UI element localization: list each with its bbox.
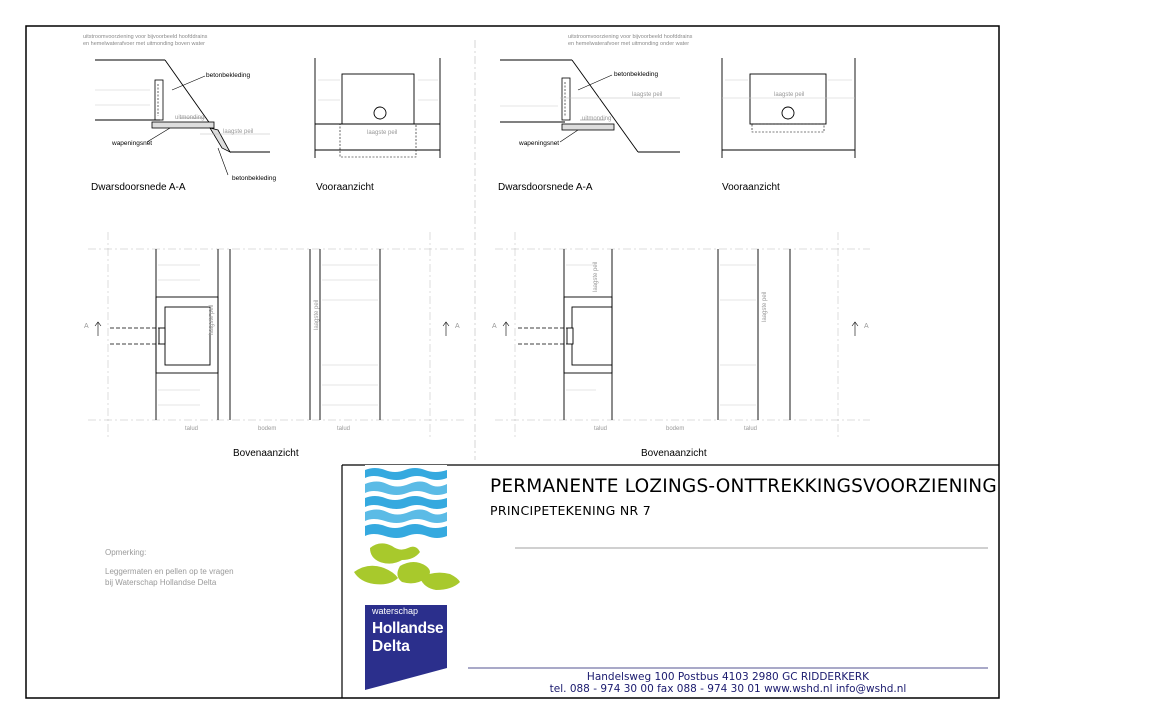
left-label-wapeningsnet: wapeningsnet [112, 140, 153, 147]
right-label-talud-1: talud [594, 426, 608, 432]
left-section-title: Dwarsdoorsnede A-A [91, 182, 186, 193]
remarks-line-1: Leggermaten en pellen op te vragen [105, 567, 234, 576]
remarks-heading: Opmerking: [105, 548, 147, 557]
address-line-1: Handelsweg 100 Postbus 4103 2980 GC RIDDERKERK [586, 671, 870, 683]
right-label-talud-2: talud [744, 426, 758, 432]
right-note-2: en hemelwaterafvoer met uitmonding onder water [568, 41, 690, 47]
right-label-bodem: bodem [666, 426, 685, 432]
drawing-title: PERMANENTE LOZINGS-ONTTREKKINGSVOORZIENING [490, 476, 997, 497]
drawing-subtitle: PRINCIPETEKENING NR 7 [490, 503, 652, 518]
left-plan-peil-right: laagste peil [314, 299, 320, 330]
left-marker-a-1: A [84, 323, 89, 330]
right-plan-view [495, 232, 870, 440]
right-plan-peil-right: laagste peil [762, 291, 768, 322]
logo-text-hollandse: Hollandse [372, 620, 444, 637]
right-marker-a-1: A [492, 323, 497, 330]
right-front-view [722, 58, 855, 158]
logo-text-waterschap: waterschap [372, 606, 419, 616]
left-marker-a-2: A [455, 323, 460, 330]
left-plan-title: Bovenaanzicht [233, 448, 299, 459]
right-front-title: Vooraanzicht [722, 182, 780, 193]
remarks-line-2: bij Waterschap Hollandse Delta [105, 578, 217, 587]
left-label-betonbekleding-top: betonbekleding [206, 72, 251, 79]
logo-text-delta: Delta [372, 638, 410, 655]
logo-water-icon [365, 465, 447, 540]
right-plan-title: Bovenaanzicht [641, 448, 707, 459]
left-plan-peil: laagste peil [209, 304, 215, 335]
left-label-uitmonding: uitmonding [175, 115, 205, 121]
right-section-title: Dwarsdoorsnede A-A [498, 182, 593, 193]
left-front-title: Vooraanzicht [316, 182, 374, 193]
right-label-laagste-peil: laagste peil [632, 92, 663, 98]
left-label-talud-2: talud [337, 426, 351, 432]
right-label-betonbekleding-top: betonbekleding [614, 71, 659, 78]
left-note-1: uitstroomvoorziening voor bijvoorbeeld hoofddrains [83, 34, 208, 40]
left-panel [83, 34, 465, 459]
left-label-laagste-peil: laagste peil [223, 129, 254, 135]
right-note-1: uitstroomvoorziening voor bijvoorbeeld hoofddrains [568, 34, 693, 40]
right-front-peil: laagste peil [774, 92, 805, 98]
left-plan-view [88, 232, 465, 440]
address-line-2: tel. 088 - 974 30 00 fax 088 - 974 30 01 www.wshd.nl info@wshd.nl [549, 683, 907, 695]
logo-wordmark [365, 604, 447, 690]
left-label-talud-1: talud [185, 426, 199, 432]
left-label-bodem: bodem [258, 426, 277, 432]
left-front-peil: laagste peil [367, 130, 398, 136]
right-plan-peil: laagste peil [593, 261, 599, 292]
right-label-wapeningsnet: wapeningsnet [519, 140, 560, 147]
left-note-2: en hemelwaterafvoer met uitmonding boven water [83, 41, 205, 47]
left-label-betonbekleding-bottom: betonbekleding [232, 175, 277, 182]
logo-islands-icon [354, 543, 460, 590]
right-marker-a-2: A [864, 323, 869, 330]
right-panel [492, 34, 870, 459]
right-label-uitmonding: uitmonding [582, 116, 612, 122]
left-front-view [315, 58, 440, 158]
